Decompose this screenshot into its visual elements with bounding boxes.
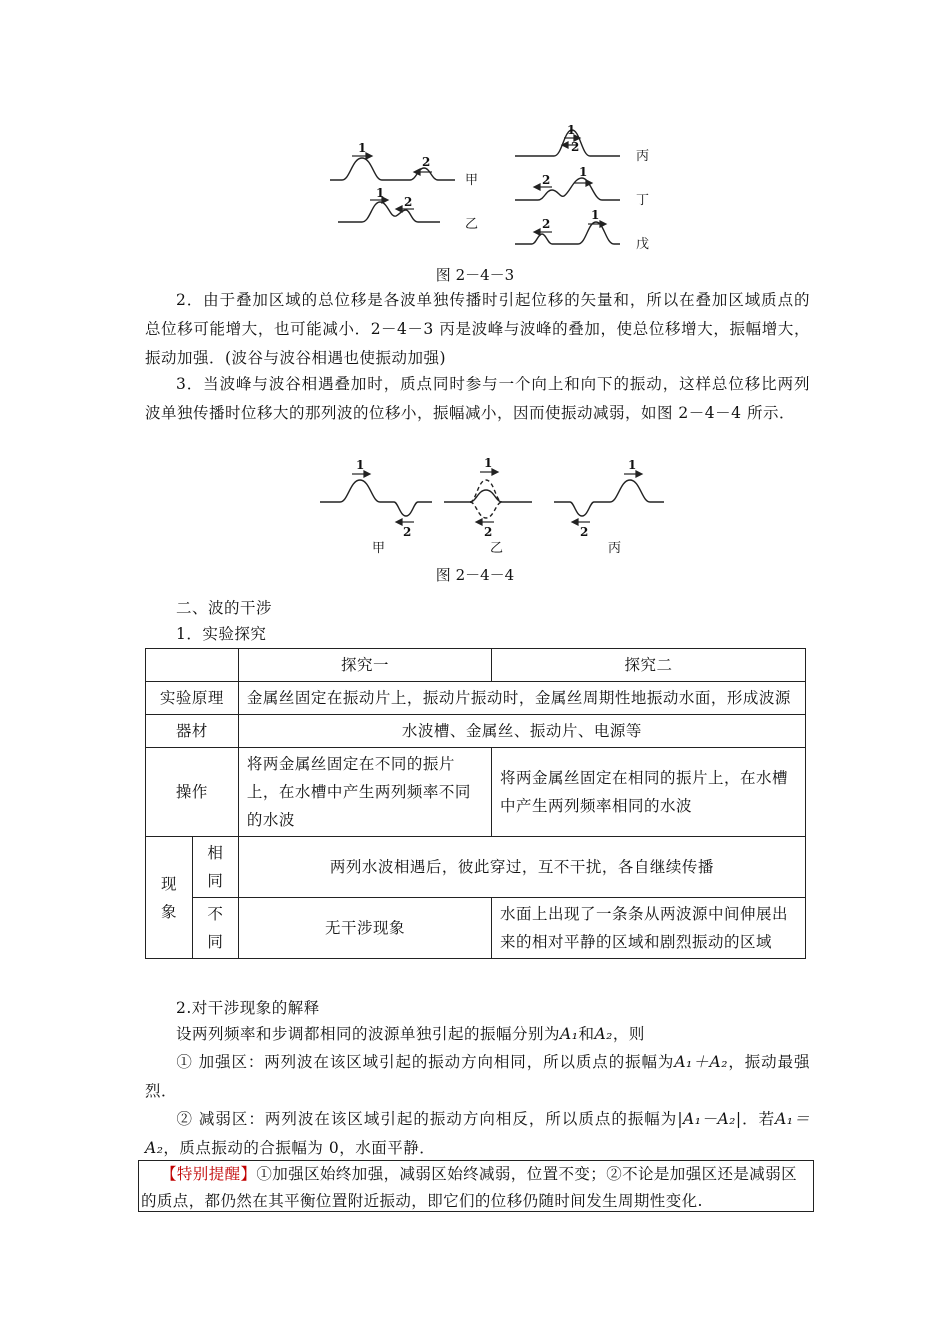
svg-text:2: 2 [484, 525, 493, 539]
svg-text:1: 1 [484, 456, 493, 470]
section-title: 二、波的干涉 [176, 599, 273, 617]
label-bing: 丙 [608, 541, 622, 556]
paragraph-2: 2．由于叠加区域的总位移是各波单独传播时引起位移的矢量和，所以在叠加区域质点的总位移可能增大，也可能减小．2－4－3 丙是波峰与波峰的叠加，使总位移增大，振幅增大，振动加强．(波谷与波谷相遇也使振动加强) [145, 291, 810, 367]
subsection-title: 2.对干涉现象的解释 [176, 999, 320, 1017]
table-row: 现象 相同 两列水波相遇后，彼此穿过，互不干扰，各自继续传播 [146, 837, 806, 898]
svg-text:1: 1 [579, 165, 588, 179]
label-jia: 甲 [465, 173, 479, 188]
svg-text:2: 2 [580, 525, 589, 539]
explain-strong: ① 加强区：两列波在该区域引起的振动方向相同，所以质点的振幅为A₁＋A₂，振动最强烈． [145, 1053, 810, 1100]
figure-2-4-3 [320, 118, 660, 260]
reminder-tag: 【特别提醒】 [161, 1165, 257, 1183]
svg-text:1: 1 [356, 458, 365, 472]
figure-2-4-4 [310, 456, 680, 556]
table-row: 实验原理 金属丝固定在振动片上，振动片振动时，金属丝周期性地振动水面，形成波源 [146, 682, 806, 715]
svg-text:1: 1 [567, 123, 576, 137]
special-reminder-box [138, 1160, 814, 1212]
label-bing: 丙 [636, 149, 650, 164]
svg-text:2: 2 [403, 525, 412, 539]
label-ding: 丁 [636, 193, 650, 208]
subsection-title: 1．实验探究 [176, 625, 267, 643]
svg-text:2: 2 [542, 217, 551, 231]
reminder-text: ①加强区始终加强，减弱区始终减弱，位置不变；②不论是加强区还是减弱区的质点，都仍然在其平衡位置附近振动，即它们的位移仍随时间发生周期性变化. [141, 1165, 798, 1210]
label-2: 2 [422, 155, 431, 169]
figure-caption: 图 2－4－4 [435, 566, 515, 584]
svg-text:1: 1 [628, 458, 637, 472]
table-row: 操作 将两金属丝固定在不同的振片上，在水槽中产生两列频率不同的水波 将两金属丝固定在相同的振片上，在水槽中产生两列频率相同的水波 [146, 748, 806, 837]
label-yi: 乙 [465, 217, 479, 232]
explain-weak: ② 减弱区：两列波在该区域引起的振动方向相反，所以质点的振幅为|A₁－A₂|．若A₁＝A₂，质点振动的合振幅为 0，水面平静． [145, 1110, 810, 1157]
label-jia: 甲 [372, 541, 386, 556]
table-row: 不同 无干涉现象 水面上出现了一条条从两波源中间伸展出来的相对平静的区域和剧烈振动的区域 [146, 898, 806, 959]
label-1: 1 [358, 141, 367, 155]
figure-caption: 图 2－4－3 [435, 266, 515, 284]
table-row: 探究一 探究二 [146, 649, 806, 682]
svg-text:1: 1 [591, 208, 600, 222]
label-yi: 乙 [490, 541, 504, 556]
label-wu: 戊 [636, 237, 650, 252]
svg-text:1: 1 [376, 186, 385, 200]
experiment-table [145, 648, 806, 959]
svg-text:2: 2 [571, 140, 580, 154]
explain-intro: 设两列频率和步调都相同的波源单独引起的振幅分别为A₁和A₂，则 [176, 1025, 645, 1043]
paragraph-3: 3．当波峰与波谷相遇叠加时，质点同时参与一个向上和向下的振动，这样总位移比两列波单独传播时位移大的那列波的位移小，振幅减小，因而使振动减弱，如图 2－4－4 所示． [145, 375, 810, 422]
table-row: 器材 水波槽、金属丝、振动片、电源等 [146, 715, 806, 748]
svg-text:2: 2 [542, 173, 551, 187]
svg-text:2: 2 [404, 195, 413, 209]
